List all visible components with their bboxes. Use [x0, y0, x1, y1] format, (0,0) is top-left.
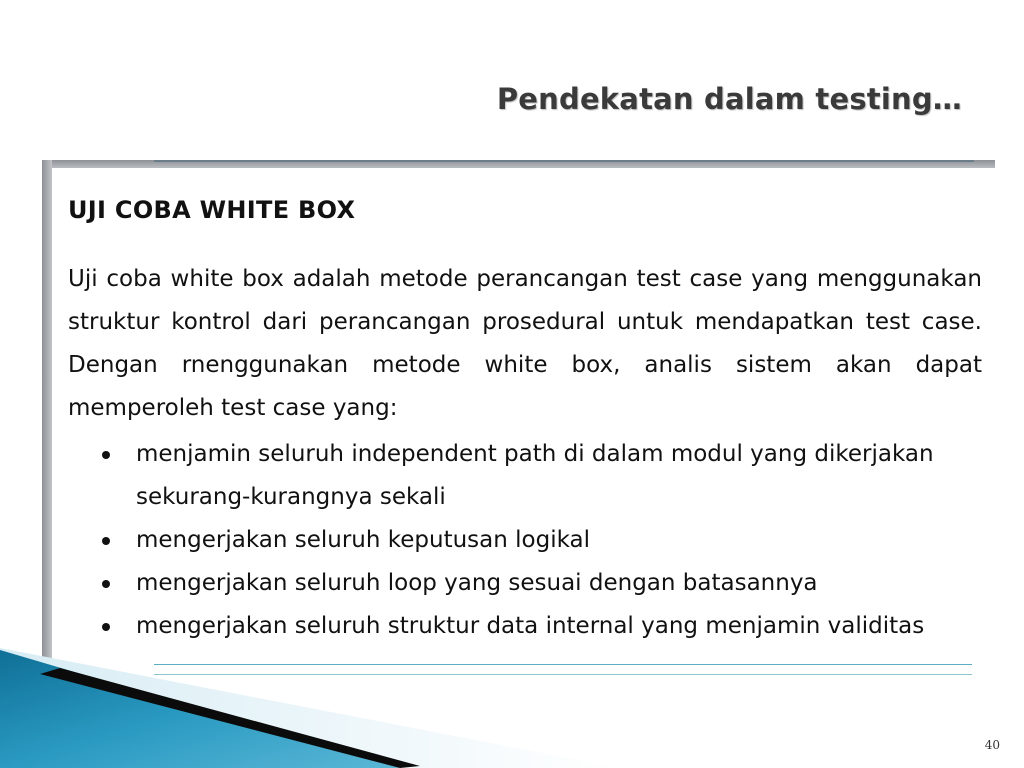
white-box-figure — [42, 160, 995, 665]
corner-decoration — [0, 640, 620, 768]
bullet-icon — [102, 451, 110, 459]
figure-top-line — [154, 160, 974, 162]
list-item — [68, 562, 982, 605]
figure-panel — [52, 168, 995, 664]
slide-title: Pendekatan dalam testing… — [496, 82, 962, 116]
list-item-text: menjamin seluruh independent path di dalam modul yang dikerjakan sekurang-kurangnya sekali — [136, 441, 934, 510]
list-item-text: mengerjakan seluruh struktur data internal yang menjamin validitas — [136, 613, 925, 639]
bullet-list — [68, 433, 982, 648]
list-item — [68, 519, 982, 562]
page-number: 40 — [984, 738, 1000, 752]
bullet-icon — [102, 537, 110, 545]
list-item-text: mengerjakan seluruh loop yang sesuai dengan batasannya — [136, 570, 818, 596]
figure-shadow-left — [42, 160, 52, 660]
list-item-text: mengerjakan seluruh keputusan logikal — [136, 527, 590, 553]
bullet-icon — [102, 623, 110, 631]
figure-paragraph: Uji coba white box adalah metode perancangan test case yang menggunakan struktur kontrol dari perancangan prosedural untuk mendapatkan test case. Dengan rnenggunakan metode white box, analis sistem akan dapat memperoleh test case yang: — [68, 266, 982, 421]
bullet-icon — [102, 580, 110, 588]
list-item — [68, 433, 982, 519]
figure-heading: UJI COBA WHITE BOX — [68, 196, 356, 224]
